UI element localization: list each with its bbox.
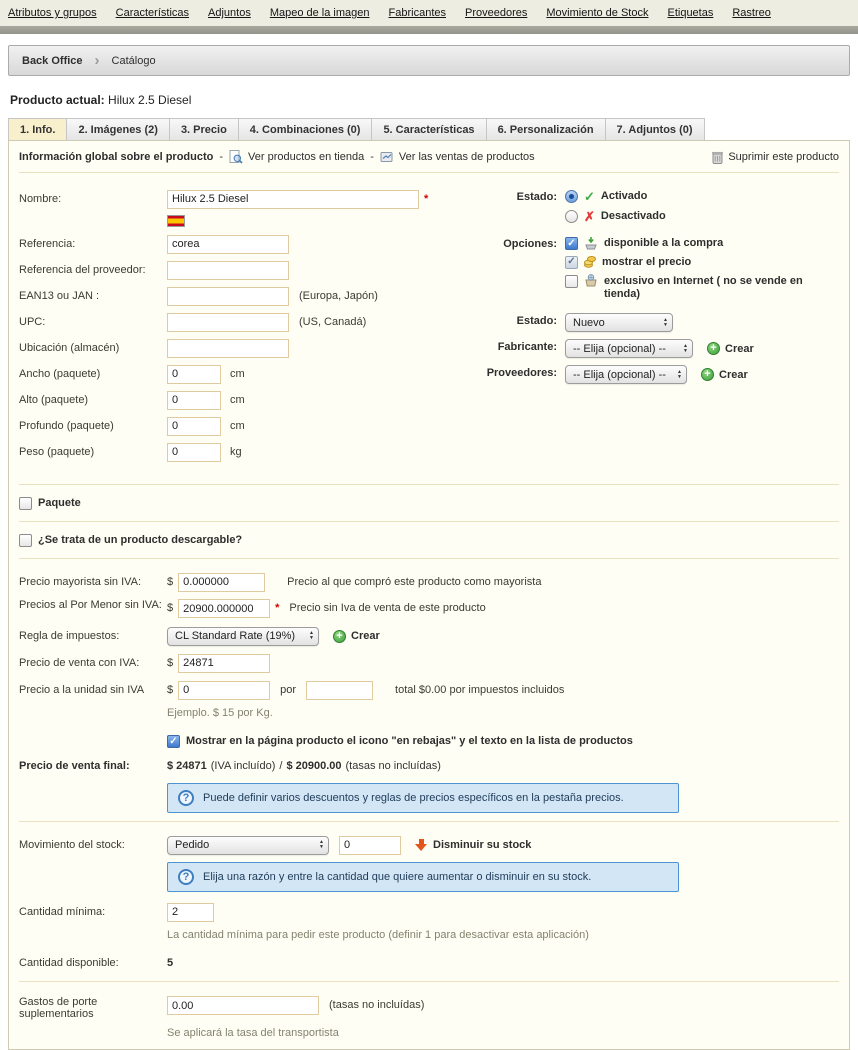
condicion-label: Estado: xyxy=(516,315,557,327)
field-movimiento-stock xyxy=(19,835,839,855)
field-profundo xyxy=(19,416,467,436)
venta-iva-label: Precio de venta con IVA: xyxy=(19,657,140,669)
required-asterisk: * xyxy=(275,602,280,614)
fabricante-select[interactable]: -- Elija (opcional) -- ▲ ▼ xyxy=(565,339,693,358)
unidad-por-input[interactable] xyxy=(306,681,373,700)
tab-caracteristicas[interactable]: 5. Características xyxy=(371,118,486,140)
fabricante-create-button[interactable]: + Crear xyxy=(707,339,754,358)
opciones-group xyxy=(467,236,839,306)
ubicacion-label: Ubicación (almacén) xyxy=(19,342,120,354)
currency-symbol: $ xyxy=(167,657,174,669)
mayorista-input[interactable] xyxy=(178,573,265,592)
menu-item-mapeo[interactable]: Mapeo de la imagen xyxy=(269,7,370,19)
menu-item-etiquetas[interactable]: Etiquetas xyxy=(667,7,714,19)
currency-symbol: $ xyxy=(167,576,174,588)
gastos-hint: (tasas no incluídas) xyxy=(329,999,425,1011)
opcion-mostrar-precio xyxy=(565,255,829,270)
menu-item-rastreo[interactable]: Rastreo xyxy=(732,7,771,19)
product-tabs xyxy=(8,118,850,140)
cantidad-disponible-label: Cantidad disponible: xyxy=(19,957,119,969)
alto-input[interactable] xyxy=(167,391,221,410)
opcion-exclusivo-internet xyxy=(565,274,829,303)
profundo-input[interactable] xyxy=(167,417,221,436)
desactivado-label: Desactivado xyxy=(600,210,666,222)
price-section xyxy=(9,559,849,813)
rebajas-row xyxy=(167,731,839,751)
menu-item-adjuntos[interactable]: Adjuntos xyxy=(208,7,251,19)
movimiento-qty-input[interactable] xyxy=(339,836,401,855)
proveedores-create-button[interactable]: + Crear xyxy=(701,365,748,384)
condicion-group xyxy=(467,313,839,332)
form-left-column xyxy=(19,189,467,468)
breadcrumb xyxy=(8,45,850,76)
disponible-label: disponible a la compra xyxy=(604,237,724,249)
field-nombre xyxy=(19,189,467,209)
stepper-arrows-icon: ▲ ▼ xyxy=(319,839,324,850)
estado-radio-group xyxy=(467,189,839,229)
basket-globe-icon xyxy=(584,274,598,287)
tab-precio[interactable]: 3. Precio xyxy=(169,118,239,140)
referencia-label: Referencia: xyxy=(19,238,76,250)
current-product-name: Hilux 2.5 Diesel xyxy=(108,93,192,107)
plus-circle-icon: + xyxy=(333,630,346,643)
ubicacion-input[interactable] xyxy=(167,339,289,358)
opciones-label: Opciones: xyxy=(503,238,557,250)
stepper-arrows-icon: ▲ ▼ xyxy=(683,342,688,354)
mostrar-precio-checkbox[interactable] xyxy=(565,256,578,269)
menu-item-fabricantes[interactable]: Fabricantes xyxy=(388,7,446,19)
trash-icon xyxy=(712,151,723,164)
page-magnifier-icon xyxy=(229,150,243,164)
cantidad-minima-hint: La cantidad mínima para pedir este producto (definir 1 para desactivar esta aplicación) xyxy=(167,929,589,941)
rebajas-label: Mostrar en la página producto el icono "en rebajas" y el texto en la lista de productos xyxy=(186,735,633,747)
menu-item-proveedores[interactable]: Proveedores xyxy=(465,7,528,19)
ref-proveedor-label: Referencia del proveedor: xyxy=(19,264,146,276)
impuestos-create-button[interactable]: + Crear xyxy=(333,630,380,643)
stock-info-box xyxy=(167,862,679,892)
precio-final-sin: $ 20900.00 xyxy=(286,760,342,772)
tab-info[interactable]: 1. Info. xyxy=(8,118,67,140)
menu-item-movimiento-stock[interactable]: Movimiento de Stock xyxy=(546,7,649,19)
stock-info-text: Elija una razón y entre la cantidad que quiere aumentar o disminuir en su stock. xyxy=(203,871,592,883)
ean13-input[interactable] xyxy=(167,287,289,306)
x-icon: ✗ xyxy=(584,209,595,224)
cantidad-minima-label: Cantidad mínima: xyxy=(19,906,106,918)
general-form xyxy=(9,173,849,484)
impuestos-label: Regla de impuestos: xyxy=(19,630,120,642)
paquete-checkbox[interactable] xyxy=(19,497,32,510)
field-venta-iva xyxy=(19,653,839,673)
precio-final-sin-note: (tasas no incluídas) xyxy=(345,760,441,772)
ancho-unit: cm xyxy=(230,368,245,380)
mostrar-precio-label: mostrar el precio xyxy=(602,255,692,268)
ancho-input[interactable] xyxy=(167,365,221,384)
peso-label: Peso (paquete) xyxy=(19,446,95,458)
field-ref-proveedor xyxy=(19,260,467,280)
unidad-total: total $0.00 por impuestos incluidos xyxy=(395,684,565,696)
current-product-line xyxy=(10,93,858,107)
cantidad-disponible-value: 5 xyxy=(167,957,174,969)
delete-product-link[interactable]: Suprimir este producto xyxy=(712,151,839,164)
field-precio-mayorista xyxy=(19,572,839,592)
exclusivo-internet-label: exclusivo en Internet ( no se vende en tienda) xyxy=(604,274,803,301)
plus-circle-icon: + xyxy=(701,368,714,381)
current-product-label: Producto actual: xyxy=(10,93,105,107)
cantidad-minima-input[interactable] xyxy=(167,903,214,922)
impuestos-select[interactable]: CL Standard Rate (19%) ▲ ▼ xyxy=(167,627,319,646)
alto-label: Alto (paquete) xyxy=(19,394,89,406)
activado-radio[interactable] xyxy=(565,190,578,203)
gastos-note: Se aplicará la tasa del transportista xyxy=(167,1027,339,1039)
alto-unit: cm xyxy=(230,394,245,406)
profundo-label: Profundo (paquete) xyxy=(19,420,114,432)
condicion-select[interactable]: Nuevo ▲ ▼ xyxy=(565,313,673,332)
proveedores-label: Proveedores: xyxy=(486,367,557,379)
estado-label: Estado: xyxy=(516,191,557,203)
section-header xyxy=(9,141,849,172)
field-precio-unidad xyxy=(19,680,839,700)
field-gastos-porte xyxy=(19,996,839,1020)
required-asterisk: * xyxy=(424,193,429,205)
disminuir-stock-label: Disminuir su stock xyxy=(433,839,532,851)
arrow-down-icon xyxy=(415,839,427,851)
tab-personalizacion[interactable]: 6. Personalización xyxy=(486,118,606,140)
movimiento-select[interactable]: Pedido ▲ ▼ xyxy=(167,836,329,855)
paquete-label: Paquete xyxy=(38,497,81,509)
ean13-hint: (Europa, Japón) xyxy=(299,290,378,302)
por-menor-hint: Precio sin Iva de venta de este producto xyxy=(289,602,486,614)
field-upc xyxy=(19,312,467,332)
paquete-row xyxy=(9,485,849,521)
ancho-label: Ancho (paquete) xyxy=(19,368,101,380)
referencia-input[interactable] xyxy=(167,235,289,254)
info-panel xyxy=(8,140,850,1050)
profundo-unit: cm xyxy=(230,420,245,432)
sales-report-icon xyxy=(380,150,394,164)
menu-item-caracteristicas[interactable]: Características xyxy=(115,7,190,19)
currency-symbol: $ xyxy=(167,684,174,696)
fabricante-group xyxy=(467,339,839,358)
activado-label: Activado xyxy=(600,190,648,202)
opcion-disponible xyxy=(565,236,829,251)
cart-arrow-icon xyxy=(584,236,598,250)
form-right-column xyxy=(467,189,839,468)
por-word: por xyxy=(280,684,297,696)
chevron-right-icon: › xyxy=(94,52,100,69)
peso-input[interactable] xyxy=(167,443,221,462)
field-ean13 xyxy=(19,286,467,306)
fabricante-label: Fabricante: xyxy=(497,341,557,353)
desactivado-radio[interactable] xyxy=(565,210,578,223)
upc-label: UPC: xyxy=(19,316,46,328)
unidad-example: Ejemplo. $ 15 por Kg. xyxy=(167,707,273,719)
breadcrumb-current[interactable]: Catálogo xyxy=(111,54,156,67)
estado-activado-option xyxy=(565,189,666,205)
stepper-arrows-icon: ▲ ▼ xyxy=(677,368,682,380)
currency-symbol: $ xyxy=(167,602,174,614)
help-icon: ? xyxy=(178,869,194,885)
upc-hint: (US, Canadá) xyxy=(299,316,367,328)
shipping-section xyxy=(9,982,849,1039)
descargable-row xyxy=(9,522,849,558)
help-icon: ? xyxy=(178,790,194,806)
precio-final-row xyxy=(19,756,839,776)
nombre-label: Nombre: xyxy=(19,193,62,205)
menu-item-atributos[interactable]: Atributos y grupos xyxy=(8,7,97,19)
field-ubicacion xyxy=(19,338,467,358)
upc-input[interactable] xyxy=(167,313,289,332)
unidad-input[interactable] xyxy=(178,681,270,700)
unidad-label: Precio a la unidad sin IVA xyxy=(19,684,145,696)
menu-divider-strip xyxy=(0,26,858,34)
field-cantidad-disponible xyxy=(19,953,839,973)
estado-desactivado-option xyxy=(565,209,666,225)
tab-imagenes[interactable]: 2. Imágenes (2) xyxy=(66,118,169,140)
plus-circle-icon: + xyxy=(707,342,720,355)
tab-adjuntos[interactable]: 7. Adjuntos (0) xyxy=(605,118,705,140)
descargable-label: ¿Se trata de un producto descargable? xyxy=(38,534,243,546)
coins-icon xyxy=(584,255,596,268)
field-regla-impuestos xyxy=(19,626,839,646)
disponible-checkbox[interactable] xyxy=(565,237,578,250)
stock-section xyxy=(9,822,849,973)
gastos-label: Gastos de porte suplementarios xyxy=(19,996,98,1020)
field-cantidad-minima xyxy=(19,902,839,922)
price-info-text: Puede definir varios descuentos y reglas de precios específicos en la pestaña precios. xyxy=(203,792,624,804)
ref-proveedor-input[interactable] xyxy=(167,261,289,280)
gastos-input[interactable] xyxy=(167,996,319,1015)
stepper-arrows-icon: ▲ ▼ xyxy=(309,630,314,641)
peso-unit: kg xyxy=(230,446,242,458)
exclusivo-internet-checkbox[interactable] xyxy=(565,275,578,288)
slash: / xyxy=(279,760,283,772)
breadcrumb-root[interactable]: Back Office xyxy=(22,54,83,67)
proveedores-select[interactable]: -- Elija (opcional) -- ▲ ▼ xyxy=(565,365,687,384)
top-menu-bar xyxy=(0,0,858,26)
venta-iva-input[interactable] xyxy=(178,654,270,673)
precio-final-label: Precio de venta final: xyxy=(19,760,130,772)
field-por-menor xyxy=(19,599,839,619)
mayorista-label: Precio mayorista sin IVA: xyxy=(19,576,142,588)
movimiento-label: Movimiento del stock: xyxy=(19,839,125,851)
section-title: Información global sobre el producto xyxy=(19,151,214,163)
proveedores-group xyxy=(467,365,839,384)
view-products-link[interactable]: Ver productos en tienda xyxy=(229,150,364,164)
precio-final-iva-note: (IVA incluído) xyxy=(210,760,276,772)
check-icon: ✓ xyxy=(584,189,595,204)
field-referencia xyxy=(19,234,467,254)
por-menor-input[interactable] xyxy=(178,599,270,618)
tab-combinaciones[interactable]: 4. Combinaciones (0) xyxy=(238,118,373,140)
dash-separator-2: - xyxy=(370,151,374,163)
stepper-arrows-icon: ▲ ▼ xyxy=(663,316,668,328)
spain-flag-icon[interactable] xyxy=(167,215,185,227)
nombre-input[interactable] xyxy=(167,190,419,209)
precio-final-iva: $ 24871 xyxy=(167,760,207,772)
field-alto xyxy=(19,390,467,410)
field-ancho xyxy=(19,364,467,384)
price-info-box xyxy=(167,783,679,813)
field-peso xyxy=(19,442,467,462)
ean13-label: EAN13 ou JAN : xyxy=(19,290,100,302)
mayorista-hint: Precio al que compró este producto como mayorista xyxy=(287,576,542,588)
rebajas-checkbox[interactable] xyxy=(167,735,180,748)
language-flag-row xyxy=(167,215,467,230)
descargable-checkbox[interactable] xyxy=(19,534,32,547)
view-sales-link[interactable]: Ver las ventas de productos xyxy=(380,150,535,164)
por-menor-label: Precios al Por Menor sin IVA: xyxy=(19,599,162,611)
dash-separator: - xyxy=(219,151,224,163)
